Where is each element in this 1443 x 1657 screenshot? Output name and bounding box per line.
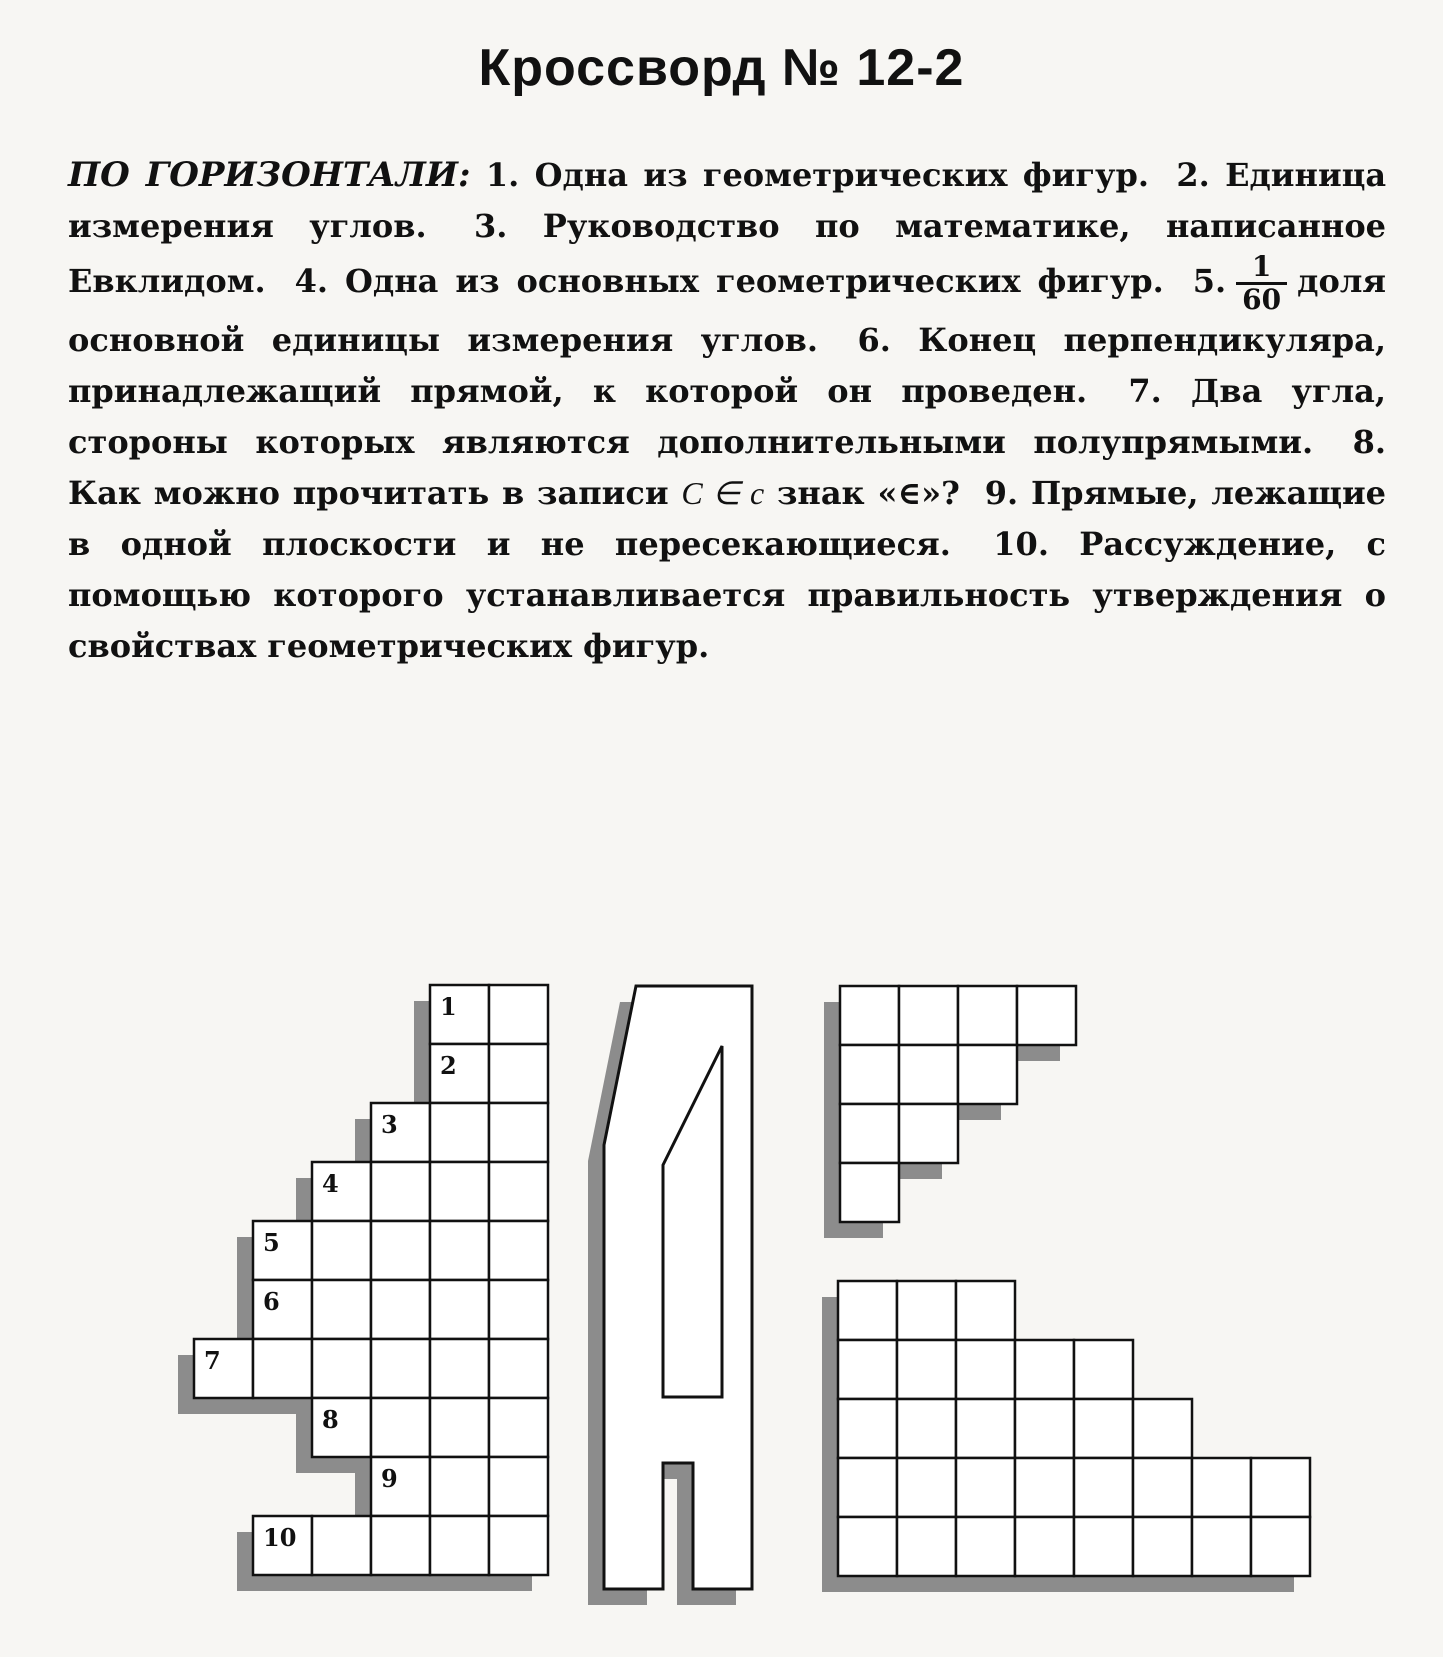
left-block-cell[interactable] [371,1280,430,1339]
clue-3: 3. Руководство по математике, написанное Евклидом. [68,207,1387,300]
right-upper-block-cell[interactable] [899,986,958,1045]
clue-number-label: 9 [381,1464,398,1493]
clue-number-label: 6 [263,1287,280,1316]
right-lower-block-cell[interactable] [1133,1458,1192,1517]
right-lower-block-cell[interactable] [956,1399,1015,1458]
left-block-cell[interactable] [430,1280,489,1339]
clue-2: 2. Единица измерения углов. [68,156,1387,245]
left-block-cell[interactable] [430,1103,489,1162]
left-block-cell[interactable] [489,1457,548,1516]
right-lower-block-cell[interactable] [956,1281,1015,1340]
right-lower-block-cell[interactable] [838,1517,897,1576]
right-lower-block-cell[interactable] [1015,1340,1074,1399]
right-upper-block-cell[interactable] [958,986,1017,1045]
right-lower-block-cell[interactable] [838,1281,897,1340]
left-block-cell[interactable] [489,1103,548,1162]
left-block-cell[interactable] [312,1516,371,1575]
clue-10: 10. Рассуждение, с помощью которого устанавливается правильность утверждения о свойствах геометрических фигур. [68,525,1387,665]
clue-9: 9. Прямые, лежащие в одной плоскости и не пересекающиеся. [68,474,1387,563]
clue-6: 6. Конец перпендикуляра, принадлежащий прямой, к которой он проведен. [68,321,1387,410]
left-block-cell[interactable] [430,1221,489,1280]
clue-number-label: 3 [381,1110,398,1139]
left-block-cell[interactable] [371,1339,430,1398]
left-block-cell[interactable] [371,1457,430,1516]
left-block-cell[interactable] [253,1280,312,1339]
right-upper-block-cell[interactable] [840,1104,899,1163]
right-upper-block-cell[interactable] [840,986,899,1045]
left-block-cell[interactable] [371,1103,430,1162]
left-block-cell[interactable] [430,985,489,1044]
left-block-cell[interactable] [371,1221,430,1280]
left-block-cell[interactable] [253,1339,312,1398]
left-block-cell[interactable] [489,1516,548,1575]
page-title: Кроссворд № 12-2 [478,39,965,97]
right-lower-block-cell[interactable] [1015,1517,1074,1576]
left-block-cell[interactable] [489,1280,548,1339]
right-lower-block-cell[interactable] [1074,1340,1133,1399]
left-block-cell[interactable] [312,1339,371,1398]
clue-number-label: 7 [204,1346,221,1375]
clue-7: 7. Два угла, стороны которых являются дополнительными полупрямыми. [68,372,1387,461]
right-lower-block-cell[interactable] [1251,1517,1310,1576]
right-lower-block-cell[interactable] [1074,1399,1133,1458]
left-block-cell[interactable] [489,985,548,1044]
clue-number-label: 2 [440,1051,457,1080]
left-block-cell[interactable] [312,1221,371,1280]
right-lower-block-cell[interactable] [1133,1517,1192,1576]
left-block-cell[interactable] [489,1398,548,1457]
right-lower-block-cell[interactable] [956,1458,1015,1517]
fraction: $\frac{1}{60}$ [1236,252,1287,315]
left-block-cell[interactable] [489,1221,548,1280]
left-block-cell[interactable] [430,1457,489,1516]
right-upper-block-cell[interactable] [840,1163,899,1222]
right-lower-block-cell[interactable] [1251,1458,1310,1517]
right-lower-block-cell[interactable] [1015,1458,1074,1517]
clue-4: 4. Одна из основных геометрических фигур. [294,262,1164,300]
right-lower-block-cell[interactable] [956,1340,1015,1399]
clue-number-label: 8 [322,1405,339,1434]
left-block-cell[interactable] [371,1162,430,1221]
right-lower-block-cell[interactable] [897,1399,956,1458]
left-block-cell[interactable] [430,1516,489,1575]
left-block-cell[interactable] [430,1339,489,1398]
right-lower-block-cell[interactable] [897,1458,956,1517]
left-block-cell[interactable] [371,1516,430,1575]
right-upper-block-cell[interactable] [899,1104,958,1163]
clue-5: 5. $\frac{1}{60}$ доля основной единицы измерения углов. [68,250,1387,359]
right-lower-block-cell[interactable] [1192,1458,1251,1517]
right-lower-block-cell[interactable] [1133,1399,1192,1458]
right-lower-block-cell[interactable] [897,1281,956,1340]
left-block-cell[interactable] [430,1398,489,1457]
left-block-cell[interactable] [489,1339,548,1398]
right-upper-block-cell[interactable] [899,1045,958,1104]
right-lower-block-cell[interactable] [838,1399,897,1458]
math-expression: C ∈ c [681,475,765,511]
right-lower-block-cell[interactable] [1192,1517,1251,1576]
clue-8: 8. Как можно прочитать в записи C ∈ c знак «∈»? [68,423,1386,512]
left-block-cell[interactable] [430,1044,489,1103]
right-lower-block-cell[interactable] [897,1517,956,1576]
clue-1: 1. Одна из геометрических фигур. [485,156,1149,194]
left-block-cell[interactable] [312,1280,371,1339]
left-block-cell[interactable] [312,1398,371,1457]
clue-number-label: 4 [322,1169,339,1198]
left-block-cell[interactable] [253,1221,312,1280]
right-lower-block-cell[interactable] [897,1340,956,1399]
left-block-cell[interactable] [312,1162,371,1221]
right-upper-block-cell[interactable] [1017,986,1076,1045]
clues-heading: ПО ГОРИЗОНТАЛИ: [68,155,471,195]
clue-number-label: 1 [440,992,457,1021]
left-block-cell[interactable] [430,1162,489,1221]
left-block-cell[interactable] [194,1339,253,1398]
right-lower-block-cell[interactable] [956,1517,1015,1576]
left-block-cell[interactable] [371,1398,430,1457]
right-lower-block-cell[interactable] [1074,1517,1133,1576]
left-block-cell[interactable] [489,1162,548,1221]
clue-number-label: 10 [263,1523,297,1552]
right-lower-block-cell[interactable] [1074,1458,1133,1517]
left-block-cell[interactable] [489,1044,548,1103]
right-upper-block-cell[interactable] [840,1045,899,1104]
clue-number-label: 5 [263,1228,280,1257]
right-lower-block-cell[interactable] [838,1340,897,1399]
right-lower-block-cell[interactable] [838,1458,897,1517]
right-upper-block-cell[interactable] [958,1045,1017,1104]
right-lower-block-cell[interactable] [1015,1399,1074,1458]
